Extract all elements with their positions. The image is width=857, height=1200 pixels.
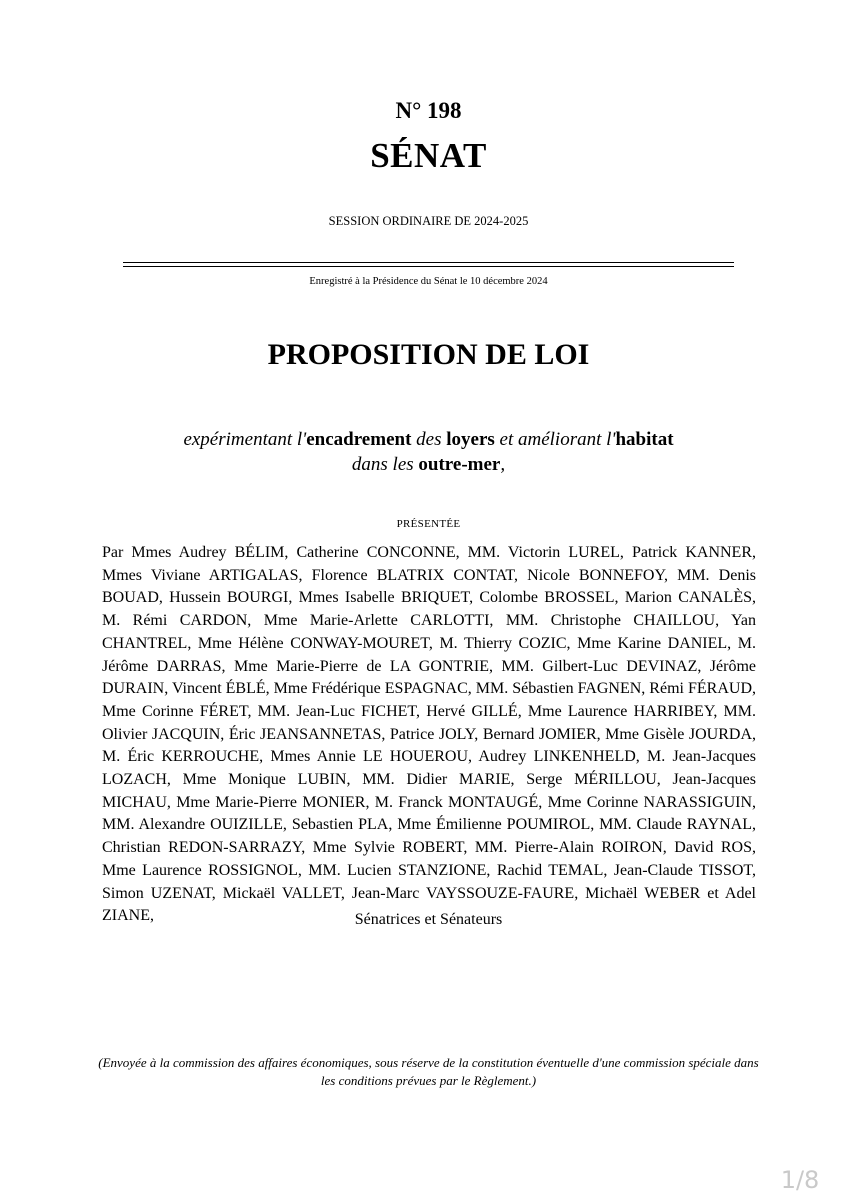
registration-date: Enregistré à la Présidence du Sénat le 10 décembre 2024	[309, 276, 548, 287]
bill-subtitle	[0, 427, 857, 477]
subtitle-text: expérimentant l'	[183, 429, 307, 450]
bill-number: N° 198	[395, 98, 462, 123]
chamber-title: SÉNAT	[370, 136, 487, 175]
document-type: PROPOSITION DE LOI	[267, 338, 590, 371]
subtitle-keyword: outre-mer	[418, 454, 501, 475]
page-indicator: 1/8	[780, 1166, 820, 1194]
authors-list: Par Mmes Audrey BÉLIM, Catherine CONCONNE, MM. Victorin LUREL, Patrick KANNER, Mmes Viviane ARTIGALAS, Florence BLATRIX CONTAT, Nicole BONNEFOY, MM. Denis BOUAD, Hussein BOURGI, Mmes Isabelle BRIQUET, Colombe BROSSEL, Marion CANALÈS, M. Rémi CARDON, Mme Marie-Arlette CARLOTTI, MM. Christophe CHAILLOU, Yan CHANTREL, Mme Hélène CONWAY-MOURET, M. Thierry COZIC, Mme Karine DANIEL, M. Jérôme DARRAS, Mme Marie-Pierre de LA GONTRIE, MM. Gilbert-Luc DEVINAZ, Jérôme DURAIN, Vincent ÉBLÉ, Mme Frédérique ESPAGNAC, MM. Sébastien FAGNEN, Rémi FÉRAUD, Mme Corinne FÉRET, MM. Jean-Luc FICHET, Hervé GILLÉ, Mme Laurence HARRIBEY, MM. Olivier JACQUIN, Éric JEANSANNETAS, Patrice JOLY, Bernard JOMIER, Mme Gisèle JOURDA, M. Éric KERROUCHE, Mmes Annie LE HOUEROU, Audrey LINKENHELD, M. Jean-Jacques LOZACH, Mme Monique LUBIN, MM. Didier MARIE, Serge MÉRILLOU, Jean-Jacques MICHAU, Mme Marie-Pierre MONIER, M. Franck MONTAUGÉ, Mme Corinne NARASSIGUIN, MM. Alexandre OUIZILLE, Sebastien PLA, Mme Émilienne POUMIROL, MM. Claude RAYNAL, Christian REDON-SARRAZY, Mme Sylvie ROBERT, MM. Pierre-Alain ROIRON, David ROS, Mme Laurence ROSSIGNOL, MM. Lucien STANZIONE, Rachid TEMAL, Jean-Claude TISSOT, Simon UZENAT, Mickaël VALLET, Jean-Marc VAYSSOUZE-FAURE, Michaël WEBER et Adel ZIANE,	[102, 544, 756, 925]
subtitle-line-2	[0, 452, 857, 477]
divider-bottom	[123, 266, 734, 267]
referral-note: (Envoyée à la commission des affaires économiques, sous réserve de la constitution éventuelle d'une commission spéciale dans les conditions prévues par le Règlement.)	[98, 1055, 759, 1088]
subtitle-keyword: habitat	[615, 429, 674, 450]
session-label: SESSION ORDINAIRE DE 2024-2025	[328, 214, 529, 228]
senators-label: Sénatrices et Sénateurs	[354, 911, 503, 928]
subtitle-text: des	[411, 429, 447, 450]
divider-top	[123, 262, 734, 263]
subtitle-text: dans les	[351, 454, 419, 475]
subtitle-keyword: encadrement	[306, 429, 412, 450]
subtitle-keyword: loyers	[446, 429, 495, 450]
presented-label: PRÉSENTÉE	[396, 518, 461, 530]
subtitle-text: ,	[500, 454, 506, 475]
subtitle-text: et améliorant l'	[494, 429, 616, 450]
subtitle-line-1	[0, 427, 857, 452]
